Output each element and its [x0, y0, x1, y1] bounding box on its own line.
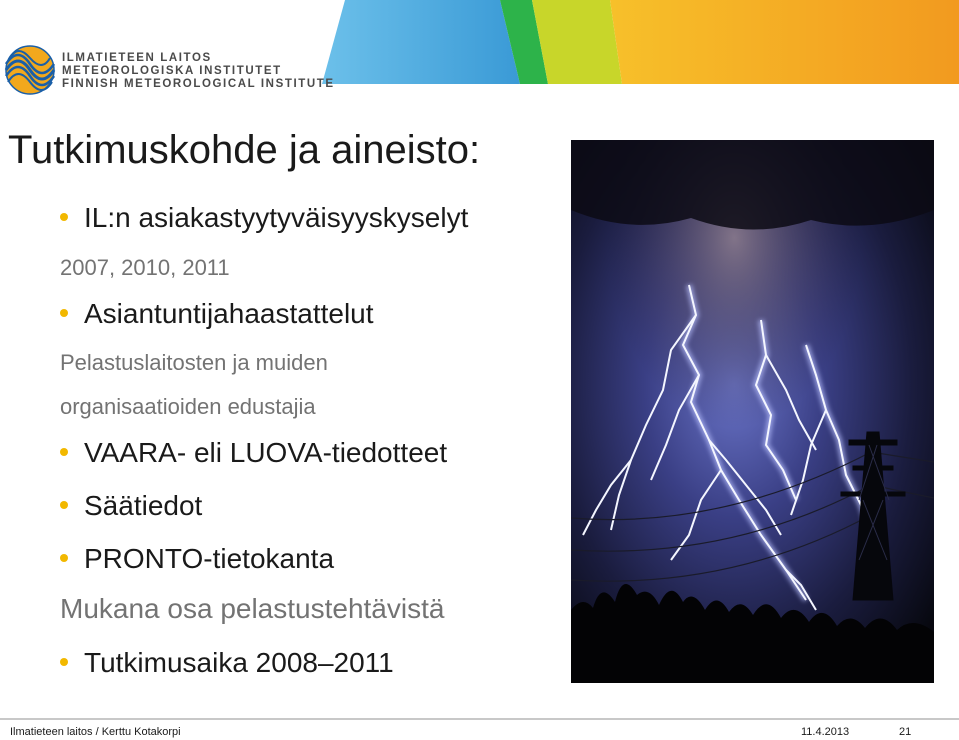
- page-number: 21: [899, 726, 912, 738]
- org-name-fi: ILMATIETEEN LAITOS: [62, 52, 212, 64]
- bullet-dot-icon: [60, 554, 68, 562]
- bullet-text: VAARA- eli LUOVA-tiedotteet: [84, 437, 448, 468]
- bullet-dot-icon: [60, 448, 68, 456]
- bullet-item: [60, 202, 468, 234]
- bullet-item: [60, 647, 394, 679]
- footer-author: Ilmatieteen laitos / Kerttu Kotakorpi: [10, 726, 181, 738]
- org-name-sv: METEOROLOGISKA INSTITUTET: [62, 65, 282, 77]
- bullet-item: [60, 298, 374, 330]
- bullet-dot-icon: [60, 309, 68, 317]
- bullet-item: [60, 437, 447, 469]
- bullet-text: PRONTO-tietokanta: [84, 543, 335, 574]
- sub-item: organisaatioiden edustajia: [60, 394, 316, 419]
- bullet-item: [60, 490, 202, 522]
- footer-rule: [0, 718, 959, 720]
- bullet-dot-icon: [60, 658, 68, 666]
- bullet-text: Tutkimusaika 2008–2011: [84, 647, 394, 678]
- slide-title: Tutkimuskohde ja aineisto:: [8, 128, 481, 172]
- bullet-text: Säätiedot: [84, 490, 203, 521]
- org-name-en: FINNISH METEOROLOGICAL INSTITUTE: [62, 78, 335, 90]
- plain-item: Mukana osa pelastustehtävistä: [60, 593, 445, 624]
- lightning-photo: [571, 140, 934, 683]
- bullet-item: [60, 543, 334, 575]
- sub-item: 2007, 2010, 2011: [60, 255, 230, 280]
- bullet-text: Asiantuntijahaastattelut: [84, 298, 374, 329]
- sub-item: Pelastuslaitosten ja muiden: [60, 350, 328, 375]
- bullet-dot-icon: [60, 501, 68, 509]
- footer-date: 11.4.2013: [801, 726, 850, 738]
- bullet-dot-icon: [60, 213, 68, 221]
- bullet-text: IL:n asiakastyytyväisyyskyselyt: [84, 202, 469, 233]
